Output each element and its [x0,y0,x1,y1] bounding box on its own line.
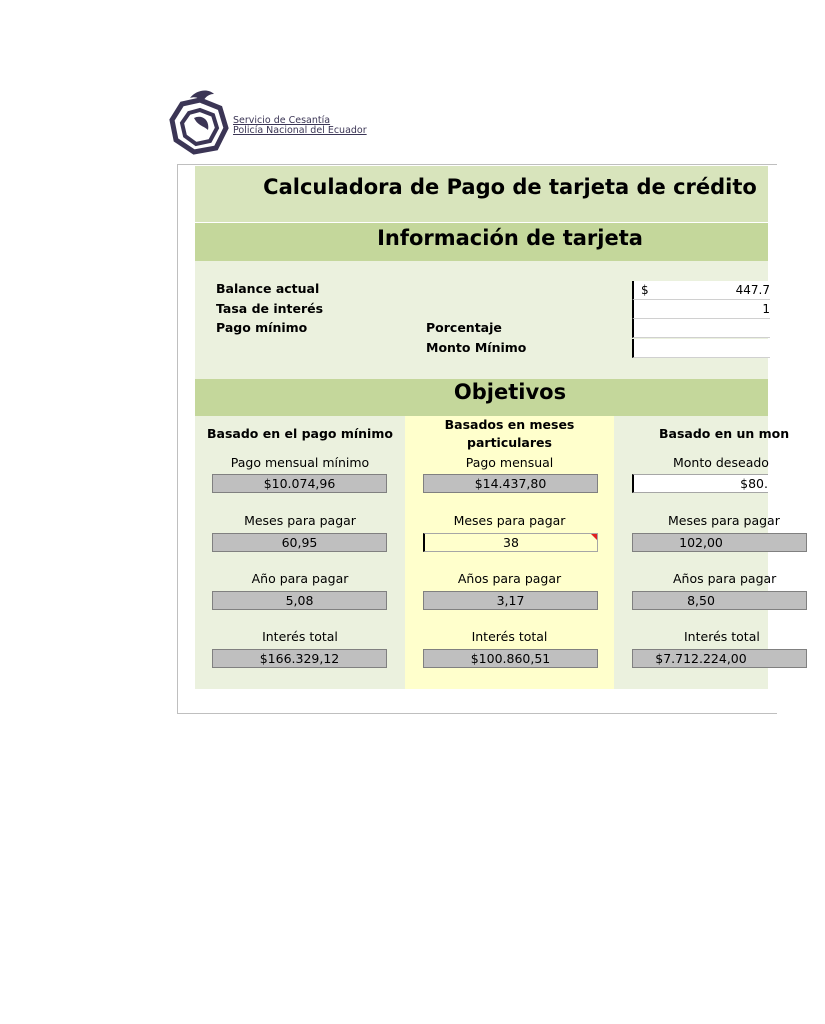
column-c-field4-label: Interés total [684,629,760,644]
currency-symbol: $ [641,283,649,297]
page-title: Calculadora de Pago de tarjeta de crédito [263,175,757,199]
column-c-field4-text: $7.712.224,00 [655,651,747,666]
column-c-field3-label: Años para pagar [673,571,777,586]
comment-indicator-icon [591,534,597,540]
column-b-field4-value: $100.860,51 [423,649,598,668]
column-b-field1-label: Pago mensual [465,455,554,470]
column-a-field1-value: $10.074,96 [212,474,387,493]
min-amount-label: Monto Mínimo [426,340,527,355]
column-c-field4-value [632,649,807,668]
percent-input[interactable] [632,319,770,338]
rate-label: Tasa de interés [216,301,324,316]
column-b-field3-label: Años para pagar [457,571,562,586]
desired-amount-input[interactable] [632,474,768,493]
logo-text [233,116,367,136]
goals-section-header [195,379,768,416]
min-payment-label: Pago mínimo [216,320,308,335]
goal-column-specific-amount [614,416,790,689]
column-a-field2-label: Meses para pagar [244,513,356,528]
balance-input[interactable] [632,281,770,300]
column-a-header: Basado en el pago mínimo [207,426,393,441]
goal-column-specific-months [405,416,614,689]
info-section-body [195,261,768,379]
column-b-header-line2: particulares [467,435,552,450]
balance-label: Balance actual [216,281,320,296]
column-b-field2-label: Meses para pagar [453,513,566,528]
rate-input[interactable] [632,300,770,319]
column-a-field4-value: $166.329,12 [212,649,387,668]
column-b-header [405,416,614,452]
column-b-header-line1: Basados en meses [444,417,575,432]
column-c-field3-value [632,591,807,610]
column-c-field2-text: 102,00 [679,535,723,550]
logo-line2: Policía Nacional del Ecuador [233,125,367,136]
column-c-field2-value [632,533,807,552]
column-a-field1-label: Pago mensual mínimo [230,455,370,470]
min-amount-input[interactable] [632,339,770,358]
balance-value: 447.7 [735,283,770,297]
title-band [195,166,768,222]
column-a-field4-label: Interés total [262,629,338,644]
months-to-pay-input[interactable] [423,533,598,552]
goals-section-title: Objetivos [453,380,567,404]
months-to-pay-value: 38 [503,535,519,550]
column-b-field4-label: Interés total [471,629,548,644]
column-b-field3-value: 3,17 [423,591,598,610]
goal-column-min-payment [195,416,405,689]
info-section-header [195,223,768,261]
column-c-header: Basado en un mon [659,426,790,441]
column-c-field3-text: 8,50 [687,593,715,608]
column-a-field2-value: 60,95 [212,533,387,552]
column-a-field3-value: 5,08 [212,591,387,610]
column-c-field2-label: Meses para pagar [668,513,780,528]
column-c-field1-label: Monto deseado [673,455,769,470]
percent-label: Porcentaje [426,320,502,335]
desired-amount-value: $80. [740,476,768,491]
logo-line1: Servicio de Cesantía [233,115,331,126]
column-b-field1-value: $14.437,80 [423,474,598,493]
info-section-title: Información de tarjeta [377,226,643,250]
column-a-field3-label: Año para pagar [251,571,349,586]
rate-value: 1 [762,302,770,316]
